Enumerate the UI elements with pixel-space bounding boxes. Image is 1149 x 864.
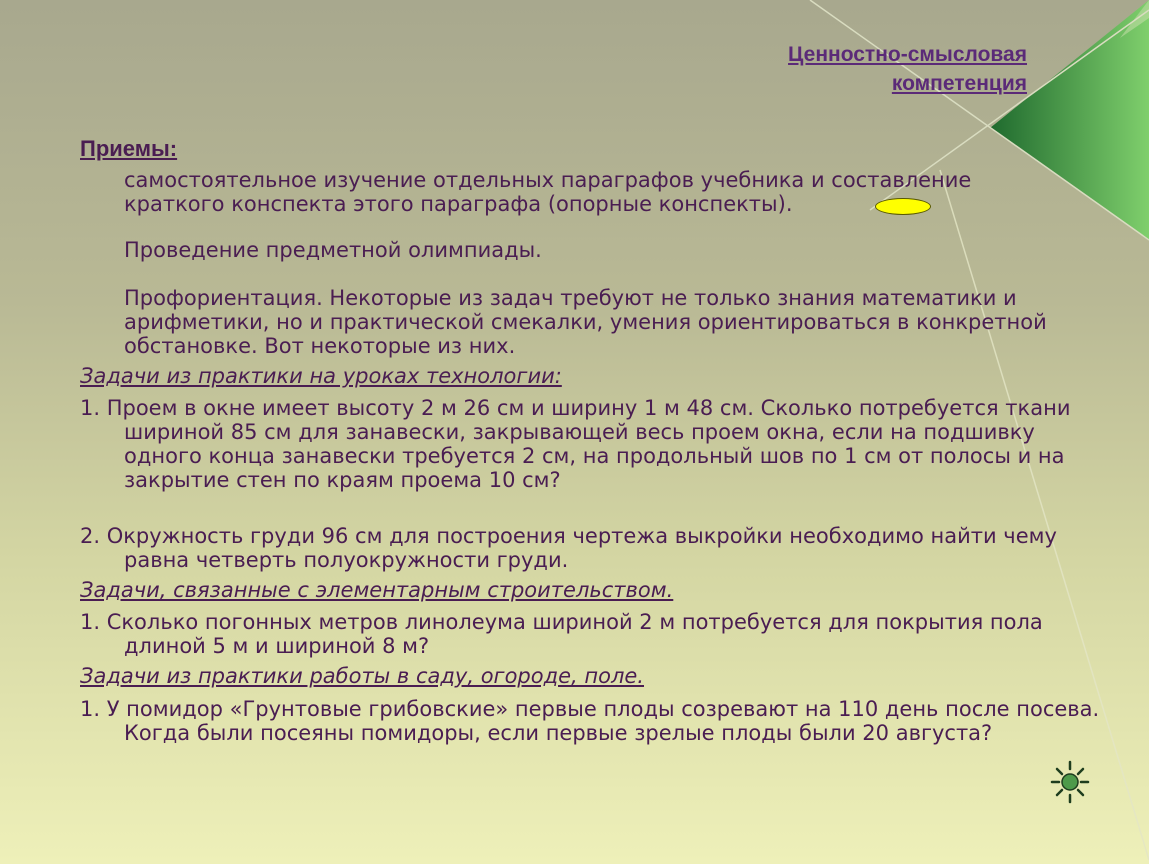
- slide-title-line2: компетенция: [891, 72, 1027, 95]
- slide-title-line1: Ценностно-смысловая: [788, 43, 1027, 66]
- task-item: 1. Сколько погонных метров линолеума шириной 2 м потребуется для покрытия пола длиной 5 м и шириной 8 м?: [80, 610, 1043, 658]
- task-item: 1. Проем в окне имеет высоту 2 м 26 см и ширину 1 м 48 см. Сколько потребуется ткани шириной 85 см для занавески, закрывающей весь проем окна, если на подшивку одного конца занавески требуется 2 см, на продольный шов по 1 см от полосы и на закрытие стен по краям проема 10 см?: [80, 396, 1071, 492]
- task-item: 1. У помидор «Грунтовые грибовские» первые плоды созревают на 110 день после посева. Когда были посеяны помидоры, если первые зрелые плоды были 20 августа?: [80, 697, 1100, 745]
- section-title: Задачи из практики на уроках технологии:: [80, 364, 562, 388]
- method-item: самостоятельное изучение отдельных параграфов учебника и составление краткого конспекта этого параграфа (опорные конспекты).: [124, 168, 972, 216]
- method-item: Профориентация. Некоторые из задач требуют не только знания математики и арифметики, но и практической смекалки, умения ориентироваться в конкретной обстановке. Вот некоторые из них.: [124, 286, 1047, 358]
- task-item: 2. Окружность груди 96 см для построения чертежа выкройки необходимо найти чему равна четверть полуокружности груди.: [80, 524, 1057, 572]
- section-title: Задачи из практики работы в саду, огороде, поле.: [80, 664, 644, 688]
- yellow-oval: [875, 198, 931, 215]
- method-item: Проведение предметной олимпиады.: [124, 238, 542, 262]
- sun-star-icon[interactable]: [1050, 760, 1090, 804]
- methods-heading: Приемы:: [80, 136, 178, 161]
- slide-title: [788, 40, 1027, 98]
- section-title: Задачи, связанные с элементарным строительством.: [80, 578, 674, 602]
